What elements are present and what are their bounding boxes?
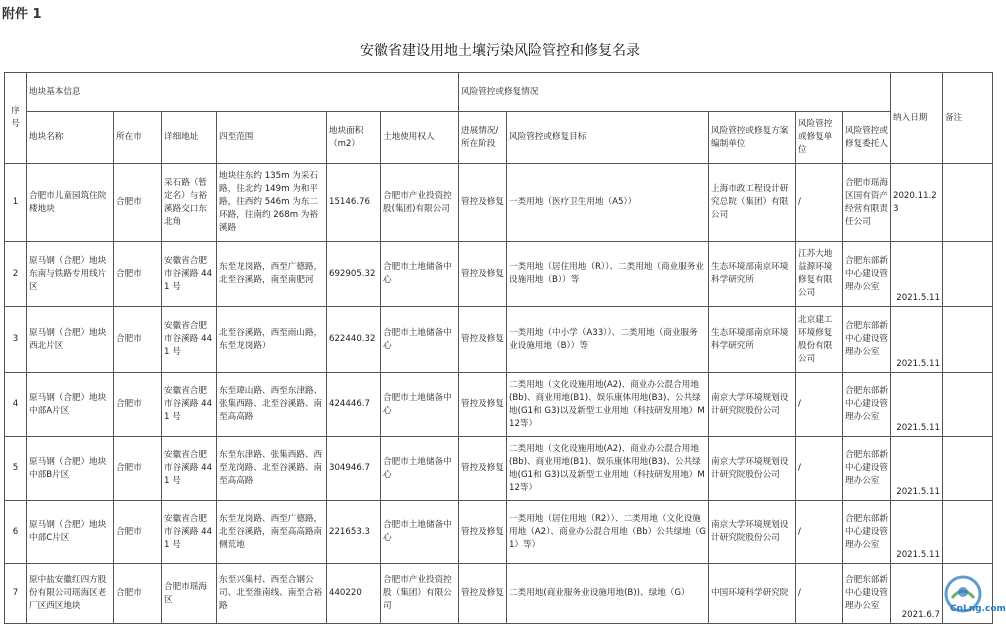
cell-seq: 5: [5, 437, 27, 501]
cell-area: 221653.3: [327, 501, 381, 564]
cell-city: 合肥市: [114, 242, 162, 307]
cell-city: 合肥市: [114, 437, 162, 501]
cell-boundary: 地块往东约 135m 为采石路，往北约 149m 为和平路，往西约 546m 为东二环路，往南约 268m 为裕溪路: [217, 164, 327, 242]
cell-plan-unit: 生态环境部南京环境科学研究所: [709, 242, 796, 307]
cell-city: 合肥市: [114, 307, 162, 373]
cell-impl-unit: /: [796, 373, 843, 437]
document-title: 安徽省建设用地土壤污染风险管控和修复名录: [360, 43, 640, 59]
cell-client: 合肥东部新中心建设管理办公室: [843, 242, 891, 307]
cell-name: 原马钢（合肥）地块中部A片区: [27, 373, 114, 437]
cell-address: 安徽省合肥市谷溪路 441 号: [162, 242, 217, 307]
cell-client: 合肥东部新中心建设管理办公室: [843, 564, 891, 624]
cell-plan-unit: 南京大学环境规划设计研究院股份公司: [709, 437, 796, 501]
cell-name: 原中盐安徽红四方股份有限公司瑶海区老厂区西区地块: [27, 564, 114, 624]
cell-date: [891, 437, 943, 501]
cell-city: 合肥市: [114, 564, 162, 624]
cell-plan-unit: 生态环境部南京环境科学研究所: [709, 307, 796, 373]
header-impl-unit: 风险管控或修复单位: [796, 112, 843, 164]
table-row: [5, 373, 993, 437]
header-seq: 序号: [5, 73, 27, 164]
header-target: 风险管控或修复目标: [507, 112, 709, 164]
cell-city: 合肥市: [114, 164, 162, 242]
header-address: 详细地址: [162, 112, 217, 164]
cell-owner: 合肥市土地储备中心: [381, 437, 459, 501]
cell-owner: 合肥市土地储备中心: [381, 242, 459, 307]
cell-impl-unit: 江苏大地益源环境修复有限公司: [796, 242, 843, 307]
cell-boundary: 东至瑋山路、西至东津路、张集西路、北至谷溪路、南至高高路: [217, 373, 327, 437]
cell-target: 一类用地（居住用地（R））、二类用地（商业服务业设施用地（B））等: [507, 242, 709, 307]
cell-stage: 管控及修复: [459, 242, 507, 307]
cell-remark: [943, 242, 993, 307]
cell-seq: 2: [5, 242, 27, 307]
cell-target: 一类用地（中小学（A33））、二类用地（商业服务业设施用地（B））等: [507, 307, 709, 373]
date-text: 2021.5.11: [896, 550, 940, 560]
cell-address: 安徽省合肥市谷溪路 441 号: [162, 437, 217, 501]
cell-plan-unit: 中国环境科学研究院: [709, 564, 796, 624]
cell-name: 原马钢（合肥）地块中部C片区: [27, 501, 114, 564]
cell-plan-unit: 上海市政工程设计研究总院（集团）有限公司: [709, 164, 796, 242]
cell-client: 合肥东部新中心建设管理办公室: [843, 373, 891, 437]
header-group-risk: 风险管控或修复情况: [459, 73, 891, 112]
date-text: 2021.5.11: [896, 293, 940, 303]
cell-impl-unit: /: [796, 164, 843, 242]
cell-impl-unit: /: [796, 501, 843, 564]
cell-name: 原马钢（合肥）地块中部B片区: [27, 437, 114, 501]
cell-boundary: 东至兴集村、西至合钢公司、北至淮南线、南至合裕路: [217, 564, 327, 624]
table-row: [5, 242, 993, 307]
cell-seq: 7: [5, 564, 27, 624]
cell-stage: 管控及修复: [459, 437, 507, 501]
cell-plan-unit: 南京大学环境规划设计研究院股份公司: [709, 373, 796, 437]
cell-boundary: 东至龙岗路，西至广德路，北至谷溪路，南至南肥河: [217, 242, 327, 307]
cell-area: 424446.7: [327, 373, 381, 437]
cell-stage: 管控及修复: [459, 164, 507, 242]
cell-boundary: 东至龙岗路、西至广德路，北至谷溪路，南至高高路南侧荒地: [217, 501, 327, 564]
cell-address: 安徽省合肥市谷溪路 441 号: [162, 373, 217, 437]
register-table: [4, 72, 993, 624]
watermark-text: CnLng.com: [950, 604, 1006, 614]
cell-impl-unit: /: [796, 437, 843, 501]
cell-name: 合肥市儿童园筑住院楼地块: [27, 164, 114, 242]
cell-plan-unit: 南京大学环境规划设计研究院股份公司: [709, 501, 796, 564]
cell-area: 15146.76: [327, 164, 381, 242]
cell-target: 二类用地（文化设施用地(A2)、商业办公混合用地(Bb)、商业用地(B1)、娱乐康体用地(B3)、公共绿地(G1和 G3)以及新型工业用地（科技研发用地）M12等）: [507, 373, 709, 437]
table-row: [5, 501, 993, 564]
date-text: 2021.5.11: [896, 359, 940, 369]
cell-boundary: 东至东津路、张集西路、西至龙岗路、北至谷溪路、南至高高路: [217, 437, 327, 501]
cell-city: 合肥市: [114, 373, 162, 437]
cell-owner: 合肥市土地储备中心: [381, 373, 459, 437]
cell-remark: [943, 373, 993, 437]
cell-target: 二类用地（文化设施用地(A2)、商业办公混合用地(Bb)、商业用地(B1)、娱乐康体用地(B3)、公共绿地(G1和 G3)以及新型工业用地（科技研发用地）M12等）: [507, 437, 709, 501]
cell-seq: 1: [5, 164, 27, 242]
date-text: 2021.6.7: [901, 610, 940, 620]
cell-address: 安徽省合肥市谷溪路 441 号: [162, 307, 217, 373]
cell-impl-unit: /: [796, 564, 843, 624]
header-date: 纳入日期: [891, 73, 943, 164]
cell-date: [891, 307, 943, 373]
cell-target: 一类用地（医疗卫生用地（A5））: [507, 164, 709, 242]
cell-client: 合肥市瑶海区国有资产经营有限责任公司: [843, 164, 891, 242]
cell-area: 692905.32: [327, 242, 381, 307]
cell-date: [891, 501, 943, 564]
cell-client: 合肥东部新中心建设管理办公室: [843, 437, 891, 501]
table-row: [5, 564, 993, 624]
cell-owner: 合肥市产业投资控股（集团）有限公司: [381, 564, 459, 624]
cell-seq: 3: [5, 307, 27, 373]
cell-remark: [943, 164, 993, 242]
cell-address: 合肥市瑶海区: [162, 564, 217, 624]
cell-owner: 合肥市土地储备中心: [381, 501, 459, 564]
cell-remark: [943, 307, 993, 373]
cell-target: 一类用地（居住用地（R2））、二类用地（文化设施用地（A2）、商业办公混合用地（Bb）公共绿地（G1）等）: [507, 501, 709, 564]
cell-stage: 管控及修复: [459, 501, 507, 564]
date-text: 2021.5.11: [896, 423, 940, 433]
cell-address: 安徽省合肥市谷溪路 441 号: [162, 501, 217, 564]
cell-city: 合肥市: [114, 501, 162, 564]
cell-seq: 6: [5, 501, 27, 564]
cell-client: 合肥东部新中心建设管理办公室: [843, 501, 891, 564]
header-stage: 进展情况/所在阶段: [459, 112, 507, 164]
cell-owner: 合肥市产业投资控股(集团)有限公司: [381, 164, 459, 242]
cell-remark: [943, 501, 993, 564]
cell-date: 2020.11.23: [891, 164, 943, 242]
cell-stage: 管控及修复: [459, 564, 507, 624]
header-remark: 备注: [943, 73, 993, 164]
header-client: 风险管控或修复委托人: [843, 112, 891, 164]
cell-name: 原马钢（合肥）地块东南与铁路专用线片区: [27, 242, 114, 307]
cell-address: 采石路（暂定名）与裕溪路交口东北角: [162, 164, 217, 242]
table-row: [5, 437, 993, 501]
cell-impl-unit: 北京建工环境修复股份有限公司: [796, 307, 843, 373]
cell-date: [891, 373, 943, 437]
cell-area: 622440.32: [327, 307, 381, 373]
attachment-label: 附件 1: [2, 7, 42, 22]
cell-remark: [943, 437, 993, 501]
date-text: 2021.5.11: [896, 487, 940, 497]
header-owner: 土地使用权人: [381, 112, 459, 164]
header-area: 地块面积（m2）: [327, 112, 381, 164]
cell-boundary: 北至谷溪路，西至雨山路，东至龙岗路）: [217, 307, 327, 373]
header-city: 所在市: [114, 112, 162, 164]
table-row: [5, 307, 993, 373]
header-group-basic: 地块基本信息: [27, 73, 459, 112]
cell-date: [891, 242, 943, 307]
header-plan-unit: 风险管控或修复方案编制单位: [709, 112, 796, 164]
header-block-name: 地块名称: [27, 112, 114, 164]
cell-name: 原马钢（合肥）地块西北片区: [27, 307, 114, 373]
cell-client: 合肥东部新中心建设管理办公室: [843, 307, 891, 373]
table-row: [5, 164, 993, 242]
cell-target: 二类用地(商业服务业设施用地(B))、绿地（G）: [507, 564, 709, 624]
header-boundary: 四至范围: [217, 112, 327, 164]
cell-owner: 合肥市土地储备中心: [381, 307, 459, 373]
cell-area: 440220: [327, 564, 381, 624]
cell-seq: 4: [5, 373, 27, 437]
cell-stage: 管控及修复: [459, 307, 507, 373]
cell-stage: 管控及修复: [459, 373, 507, 437]
cell-area: 304946.7: [327, 437, 381, 501]
